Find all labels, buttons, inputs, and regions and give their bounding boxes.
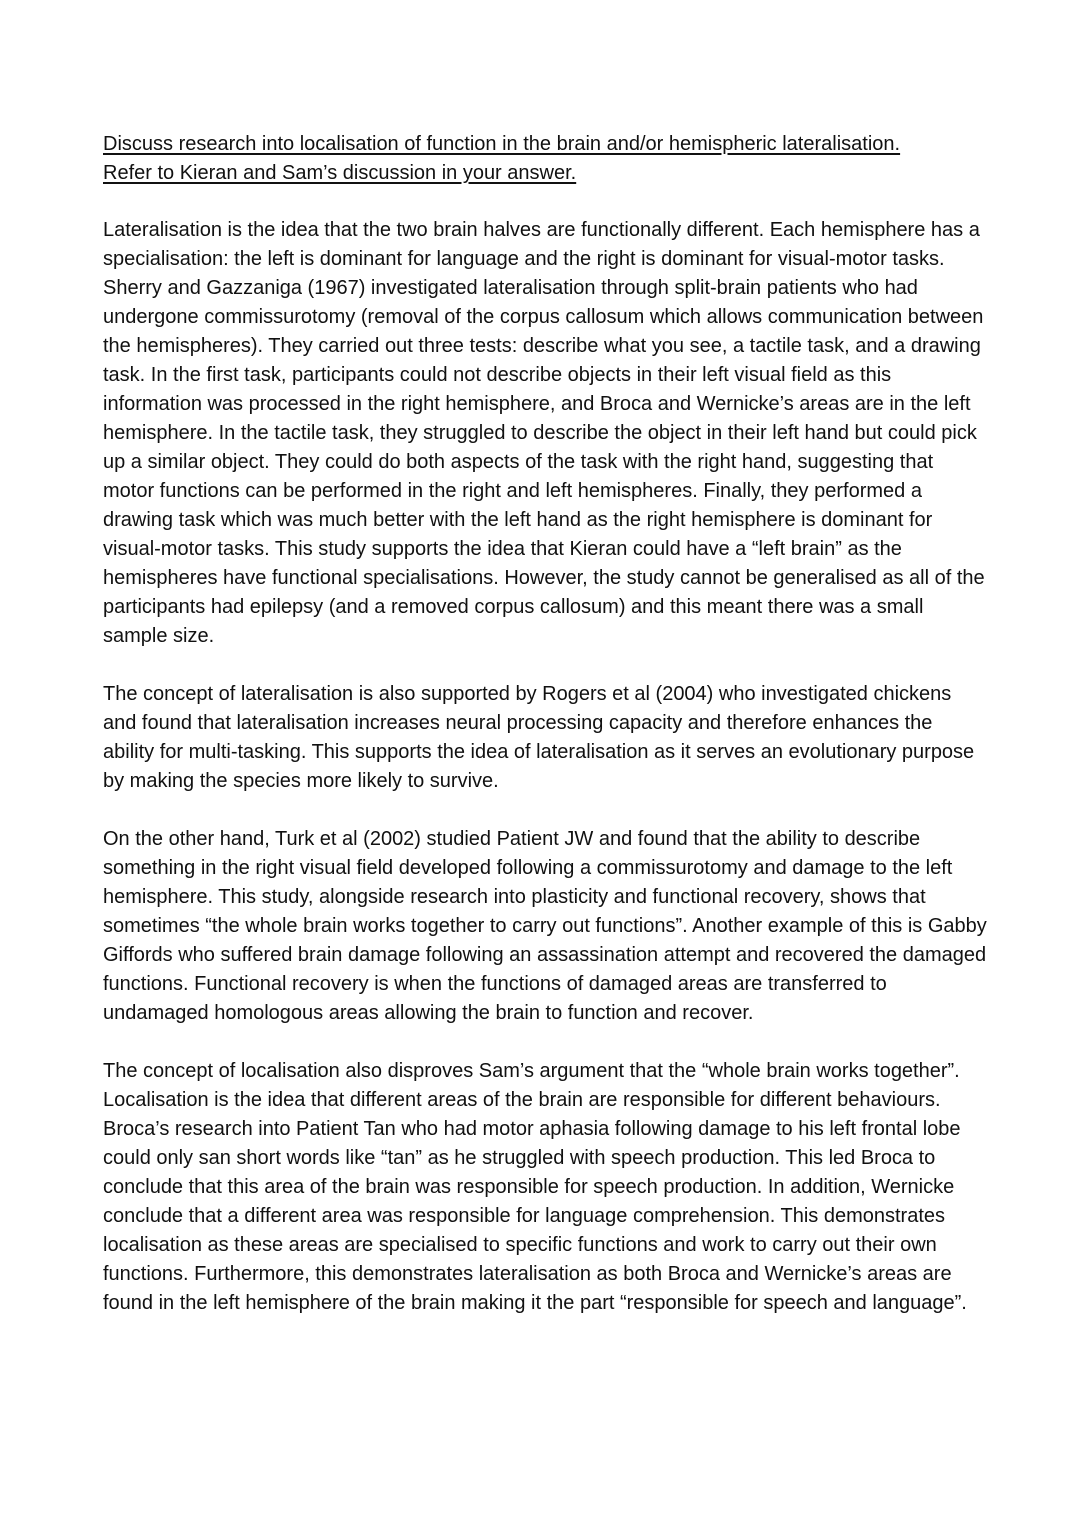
paragraph-rogers-chickens: The concept of lateralisation is also supported by Rogers et al (2004) who investigated chickens and found that lateralisation increases neural processing capacity and therefore enhances the ability for multi-tasking. This supports the idea of lateralisation as it serves an evolutionary purpose by making the species more likely to survive. bbox=[103, 683, 975, 792]
paragraph-localisation-broca-wernicke: The concept of localisation also disproves Sam’s argument that the “whole brain works together”. Localisation is the idea that different areas of the brain are responsible for different behaviours. Broca’s research into Patient Tan who had motor aphasia following damage to his left frontal lobe could only san short words like “tan” as he struggled with speech production. This led Broca to conclude that this area of the brain was responsible for speech production. In addition, Wernicke conclude that a different area was responsible for language comprehension. This demonstrates localisation as these areas are specialised to specific functions and work to carry out their own functions. Furthermore, this demonstrates lateralisation as both Broca and Wernicke’s areas are found in the left hemisphere of the brain making it the part “responsible for speech and language”. bbox=[103, 1060, 967, 1314]
essay-question-line-2: Refer to Kieran and Sam’s discussion in your answer. bbox=[103, 162, 577, 184]
essay-question bbox=[103, 130, 988, 188]
paragraph-lateralisation-split-brain: Lateralisation is the idea that the two brain halves are functionally different. Each hemisphere has a specialisation: the left is dominant for language and the right is dominant for visual-motor tasks. Sherry and Gazzaniga (1967) investigated lateralisation through split-brain patients who had undergone commissurotomy (removal of the corpus callosum which allows communication between the hemispheres). They carried out three tests: describe what you see, a tactile task, and a drawing task. In the first task, participants could not describe objects in their left visual field as this information was processed in the right hemisphere, and Broca and Wernicke’s areas are in the left hemisphere. In the tactile task, they struggled to describe the object in their left hand but could pick up a similar object. They could do both aspects of the task with the right hand, suggesting that motor functions can be performed in the right and left hemispheres. Finally, they performed a drawing task which was much better with the left hand as the right hemisphere is dominant for visual-motor tasks. This study supports the idea that Kieran could have a “left brain” as the hemispheres have functional specialisations. However, the study cannot be generalised as all of the participants had epilepsy (and a removed corpus callosum) and this meant there was a small sample size. bbox=[103, 219, 985, 647]
paragraph-turk-patient-jw: On the other hand, Turk et al (2002) studied Patient JW and found that the ability to describe something in the right visual field developed following a commissurotomy and damage to the left hemisphere. This study, alongside research into plasticity and functional recovery, shows that sometimes “the whole brain works together to carry out functions”. Another example of this is Gabby Giffords who suffered brain damage following an assassination attempt and recovered the damaged functions. Functional recovery is when the functions of damaged areas are transferred to undamaged homologous areas allowing the brain to function and recover. bbox=[103, 828, 987, 1024]
essay-question-line-1: Discuss research into localisation of function in the brain and/or hemispheric lateralisation. bbox=[103, 133, 901, 155]
document-page bbox=[103, 130, 988, 1347]
